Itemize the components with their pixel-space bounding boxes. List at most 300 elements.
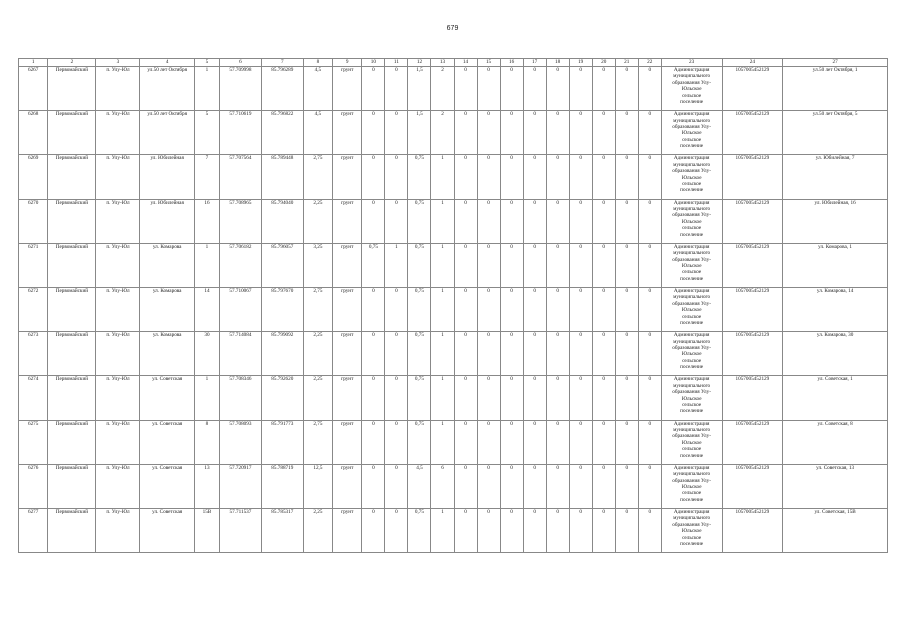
table-cell: 0 (454, 287, 477, 331)
table-cell: 0 (523, 332, 546, 376)
table-cell: 6271 (19, 243, 48, 287)
table-cell: 0 (569, 420, 592, 464)
table-cell: 0 (638, 464, 661, 508)
table-cell: 57.708346 (220, 376, 262, 420)
table-cell: Администрация муниципального образования Улу- Юльское сельское поселение (661, 508, 722, 552)
table-cell: 0 (615, 67, 638, 111)
table-cell: 0 (615, 420, 638, 464)
table-cell: 0 (638, 199, 661, 243)
table-cell: 0 (362, 376, 385, 420)
table-cell: 0 (500, 243, 523, 287)
table-cell: 0 (385, 67, 408, 111)
table-cell: 0 (500, 155, 523, 199)
table-body (19, 67, 888, 553)
table-cell: 85.796057 (261, 243, 303, 287)
table-cell: 0 (546, 111, 569, 155)
table-cell: 1057005452129 (722, 67, 783, 111)
table-cell: грунт (333, 67, 362, 111)
table-cell: 0 (362, 508, 385, 552)
table-cell: 0 (615, 199, 638, 243)
table-row (19, 464, 888, 508)
table-cell: Администрация муниципального образования Улу- Юльское сельское поселение (661, 420, 722, 464)
column-header: 18 (546, 59, 569, 67)
table-cell: п. Улу-Юл (96, 111, 140, 155)
table-row (19, 420, 888, 464)
table-row (19, 332, 888, 376)
table-cell: 0 (592, 111, 615, 155)
table-cell: грунт (333, 376, 362, 420)
table-cell: 0 (454, 67, 477, 111)
table-cell: Первомайский (48, 243, 96, 287)
table-cell: 4,5 (303, 67, 332, 111)
table-cell: 1 (431, 155, 454, 199)
table-cell: Первомайский (48, 199, 96, 243)
table-cell: п. Улу-Юл (96, 464, 140, 508)
table-cell: 0 (454, 155, 477, 199)
table-cell: 0 (546, 332, 569, 376)
table-cell: 0 (546, 508, 569, 552)
column-header: 20 (592, 59, 615, 67)
table-cell: 0 (638, 155, 661, 199)
table-cell: Первомайский (48, 420, 96, 464)
table-cell: 85.794040 (261, 199, 303, 243)
table-cell: 85.796822 (261, 111, 303, 155)
column-header: 12 (408, 59, 431, 67)
table-cell: ул.50 лет Октября, 1 (783, 67, 888, 111)
table-cell: 0,75 (408, 420, 431, 464)
table-cell: Администрация муниципального образования Улу- Юльское сельское поселение (661, 155, 722, 199)
table-cell: ул. Комарова, 1 (783, 243, 888, 287)
column-header: 27 (783, 59, 888, 67)
table-cell: Администрация муниципального образования Улу- Юльское сельское поселение (661, 199, 722, 243)
table-row (19, 155, 888, 199)
table-cell: 1057005452129 (722, 155, 783, 199)
table-cell: 0 (477, 199, 500, 243)
table-cell: грунт (333, 508, 362, 552)
table-cell: 0,75 (408, 199, 431, 243)
table-cell: 85.797670 (261, 287, 303, 331)
table-cell: 0 (592, 67, 615, 111)
table-cell: 0 (523, 287, 546, 331)
table-cell: 0 (523, 67, 546, 111)
table-cell: 57.707564 (220, 155, 262, 199)
table-cell: грунт (333, 199, 362, 243)
table-row (19, 199, 888, 243)
column-header: 22 (638, 59, 661, 67)
table-cell: 0 (569, 111, 592, 155)
table-cell: 0 (569, 287, 592, 331)
table-cell: 2,75 (303, 287, 332, 331)
table-cell: 6 (431, 464, 454, 508)
table-cell: 57.708965 (220, 199, 262, 243)
table-cell: 1057005452129 (722, 287, 783, 331)
table-cell: п. Улу-Юл (96, 199, 140, 243)
table-cell: ул.50 лет Октября, 5 (783, 111, 888, 155)
table-cell: 0 (362, 111, 385, 155)
table-cell: 6272 (19, 287, 48, 331)
table-cell: 1057005452129 (722, 464, 783, 508)
table-cell: 6276 (19, 464, 48, 508)
table-cell: 1 (194, 376, 219, 420)
table-cell: ул. Комарова (140, 332, 194, 376)
column-header: 19 (569, 59, 592, 67)
table-cell: 0,75 (408, 332, 431, 376)
table-cell: 2,25 (303, 332, 332, 376)
table-cell: 0 (592, 508, 615, 552)
table-cell: 0 (385, 111, 408, 155)
table-cell: Администрация муниципального образования Улу- Юльское сельское поселение (661, 332, 722, 376)
table-cell: 0 (523, 464, 546, 508)
table-cell: 57.708093 (220, 420, 262, 464)
table-cell: 0 (454, 243, 477, 287)
table-cell: 0 (638, 332, 661, 376)
table-cell: 13 (194, 464, 219, 508)
table-cell: 0 (592, 199, 615, 243)
table-cell: 1 (385, 243, 408, 287)
table-cell: 0 (592, 420, 615, 464)
table-cell: 0 (385, 420, 408, 464)
table-cell: 0 (546, 464, 569, 508)
table-cell: 0 (385, 332, 408, 376)
table-cell: 14 (194, 287, 219, 331)
table-cell: 0 (500, 508, 523, 552)
table-cell: 0 (569, 243, 592, 287)
table-row (19, 287, 888, 331)
table-cell: 1057005452129 (722, 420, 783, 464)
table-cell: грунт (333, 243, 362, 287)
table-cell: 0 (615, 287, 638, 331)
table-cell: 0 (615, 332, 638, 376)
table-cell: 0 (500, 67, 523, 111)
table-cell: Администрация муниципального образования Улу- Юльское сельское поселение (661, 243, 722, 287)
table-cell: п. Улу-Юл (96, 508, 140, 552)
table-cell: 0 (546, 287, 569, 331)
table-cell: 57.710067 (220, 287, 262, 331)
table-cell: 0 (569, 67, 592, 111)
column-header: 23 (661, 59, 722, 67)
table-cell: 0 (477, 67, 500, 111)
table-cell: 85.788719 (261, 464, 303, 508)
column-header: 8 (303, 59, 332, 67)
table-cell: 0 (569, 508, 592, 552)
table-cell: ул. Советская (140, 464, 194, 508)
table-cell: 0 (454, 420, 477, 464)
column-header: 11 (385, 59, 408, 67)
table-cell: 0 (546, 67, 569, 111)
table-cell: ул. Комарова (140, 243, 194, 287)
table-cell: ул. Юбилейная (140, 155, 194, 199)
table-cell: 0 (546, 199, 569, 243)
table-cell: 0 (500, 287, 523, 331)
table-cell: 0,75 (408, 155, 431, 199)
table-cell: 2,75 (303, 420, 332, 464)
table-cell: п. Улу-Юл (96, 420, 140, 464)
table-cell: 8 (194, 420, 219, 464)
table-cell: 4,5 (408, 464, 431, 508)
table-cell: 0 (385, 287, 408, 331)
table-cell: п. Улу-Юл (96, 243, 140, 287)
table-cell: 6274 (19, 376, 48, 420)
table-cell: Администрация муниципального образования Улу- Юльское сельское поселение (661, 376, 722, 420)
table-cell: 0 (477, 464, 500, 508)
table-cell: ул. Советская (140, 508, 194, 552)
table-cell: ул. Советская, 15В (783, 508, 888, 552)
table-cell: 3,25 (303, 243, 332, 287)
table-cell: 0 (546, 420, 569, 464)
table-row (19, 111, 888, 155)
table-cell: 0 (523, 376, 546, 420)
table-cell: 57.709998 (220, 67, 262, 111)
table-cell: 0 (569, 332, 592, 376)
table-cell: п. Улу-Юл (96, 287, 140, 331)
table-cell: ул. Советская, 13 (783, 464, 888, 508)
table-cell: п. Улу-Юл (96, 67, 140, 111)
table-cell: 0 (454, 199, 477, 243)
table-cell: 0 (638, 243, 661, 287)
table-cell: 6273 (19, 332, 48, 376)
table-cell: грунт (333, 464, 362, 508)
table-cell: 6277 (19, 508, 48, 552)
table-cell: 57.710619 (220, 111, 262, 155)
table-cell: грунт (333, 111, 362, 155)
column-header: 3 (96, 59, 140, 67)
table-cell: 2,25 (303, 199, 332, 243)
table-cell: 0 (362, 464, 385, 508)
column-header: 10 (362, 59, 385, 67)
table-cell: ул. Юбилейная (140, 199, 194, 243)
table-cell: ул. Советская (140, 376, 194, 420)
table-cell: 0 (592, 287, 615, 331)
table-cell: 0 (477, 376, 500, 420)
table-cell: 0,75 (408, 508, 431, 552)
table-cell: 6270 (19, 199, 48, 243)
table-cell: 1 (431, 287, 454, 331)
table-cell: Первомайский (48, 111, 96, 155)
table-cell: 0 (362, 287, 385, 331)
column-header: 24 (722, 59, 783, 67)
table-cell: ул. Юбилейная, 16 (783, 199, 888, 243)
table-cell: 0 (454, 464, 477, 508)
table-row (19, 376, 888, 420)
table-cell: 85.792620 (261, 376, 303, 420)
table-cell: 85.789448 (261, 155, 303, 199)
table-cell: 57.706182 (220, 243, 262, 287)
table-cell: Первомайский (48, 67, 96, 111)
table-cell: ул. Юбилейная, 7 (783, 155, 888, 199)
table-cell: 0,75 (362, 243, 385, 287)
table-cell: 0 (523, 199, 546, 243)
table-cell: 1 (194, 243, 219, 287)
table-cell: 0 (592, 243, 615, 287)
table-cell: 0 (592, 464, 615, 508)
table-cell: грунт (333, 287, 362, 331)
table-cell: Администрация муниципального образования Улу- Юльское сельское поселение (661, 464, 722, 508)
column-header: 4 (140, 59, 194, 67)
table-cell: 0 (385, 464, 408, 508)
table-cell: 0 (477, 332, 500, 376)
table-cell: 0 (615, 464, 638, 508)
table-cell: 0 (500, 376, 523, 420)
table-cell: 1057005452129 (722, 243, 783, 287)
header-row (19, 59, 888, 67)
table-cell: 0 (362, 332, 385, 376)
table-cell: ул. Советская, 8 (783, 420, 888, 464)
table-cell: 0 (615, 111, 638, 155)
table-cell: 1 (431, 420, 454, 464)
table-cell: 0 (523, 420, 546, 464)
column-header: 9 (333, 59, 362, 67)
table-row (19, 67, 888, 111)
table-cell: 6269 (19, 155, 48, 199)
table-cell: 0 (500, 111, 523, 155)
table-cell: 0 (454, 332, 477, 376)
table-cell: 1 (431, 243, 454, 287)
table-cell: 0 (454, 508, 477, 552)
table-cell: 0 (615, 155, 638, 199)
table-cell: 0 (362, 199, 385, 243)
table-cell: Первомайский (48, 155, 96, 199)
table-cell: 0 (569, 155, 592, 199)
table-cell: 1057005452129 (722, 199, 783, 243)
table-cell: 1057005452129 (722, 332, 783, 376)
table-cell: Первомайский (48, 508, 96, 552)
table-cell: 7 (194, 155, 219, 199)
page-number: 679 (446, 25, 459, 32)
table-cell: 0 (385, 199, 408, 243)
column-header: 15 (477, 59, 500, 67)
table-cell: 85.785317 (261, 508, 303, 552)
table-cell: ул. Советская (140, 420, 194, 464)
table-cell: 0 (638, 111, 661, 155)
table-cell: 57.711537 (220, 508, 262, 552)
table-cell: 0 (638, 67, 661, 111)
table-cell: 5 (194, 111, 219, 155)
table-cell: 0 (477, 243, 500, 287)
table-cell: 4,5 (303, 111, 332, 155)
registry-table (18, 58, 888, 553)
table-cell: ул. Комарова, 30 (783, 332, 888, 376)
table-cell: 0 (477, 287, 500, 331)
table-cell: 2 (431, 111, 454, 155)
table-cell: 57.714084 (220, 332, 262, 376)
table-cell: 0 (500, 464, 523, 508)
table-cell: 0 (615, 243, 638, 287)
table-cell: 0 (638, 420, 661, 464)
table-cell: 2,25 (303, 376, 332, 420)
table-cell: 1,5 (408, 67, 431, 111)
table-cell: 30 (194, 332, 219, 376)
table-cell: 6267 (19, 67, 48, 111)
table-cell: 1,5 (408, 111, 431, 155)
table-cell: 0 (500, 199, 523, 243)
table-cell: 12,5 (303, 464, 332, 508)
table-cell: 0,75 (408, 243, 431, 287)
column-header: 6 (220, 59, 262, 67)
table-cell: Администрация муниципального образования Улу- Юльское сельское поселение (661, 287, 722, 331)
table-cell: 0 (546, 376, 569, 420)
table-cell: 0 (454, 376, 477, 420)
table-cell: 1 (431, 508, 454, 552)
table-cell: 0 (385, 376, 408, 420)
table-cell: 85.799092 (261, 332, 303, 376)
table-cell: 6268 (19, 111, 48, 155)
column-header: 1 (19, 59, 48, 67)
table-cell: Первомайский (48, 376, 96, 420)
table-cell: 0 (385, 508, 408, 552)
table-cell: 0,75 (408, 376, 431, 420)
table-cell: 0 (523, 243, 546, 287)
table-cell: Первомайский (48, 464, 96, 508)
table-cell: 15В (194, 508, 219, 552)
column-header: 13 (431, 59, 454, 67)
table-cell: 0 (477, 111, 500, 155)
table-cell: 1057005452129 (722, 111, 783, 155)
table-row (19, 508, 888, 552)
table-cell: 85.791773 (261, 420, 303, 464)
table-cell: 16 (194, 199, 219, 243)
table-cell: 0 (615, 376, 638, 420)
table-cell: ул.50 лет Октября (140, 67, 194, 111)
table-cell: 2,25 (303, 508, 332, 552)
table-cell: 1 (194, 67, 219, 111)
table-cell: 1 (431, 332, 454, 376)
table-cell: п. Улу-Юл (96, 332, 140, 376)
table-cell: 0 (500, 420, 523, 464)
table-cell: Администрация муниципального образования Улу- Юльское сельское поселение (661, 111, 722, 155)
table-header (19, 59, 888, 67)
table-cell: 0 (592, 332, 615, 376)
table-cell: 0 (477, 508, 500, 552)
table-cell: 0 (362, 420, 385, 464)
table-row (19, 243, 888, 287)
table-cell: 0 (385, 155, 408, 199)
table-cell: 1 (431, 199, 454, 243)
table-cell: ул. Советская, 1 (783, 376, 888, 420)
table-cell: 0 (362, 67, 385, 111)
table-cell: грунт (333, 332, 362, 376)
table-cell: 0 (500, 332, 523, 376)
table-cell: ул. Комарова, 14 (783, 287, 888, 331)
table-cell: 0 (638, 287, 661, 331)
column-header: 17 (523, 59, 546, 67)
table-cell: Первомайский (48, 287, 96, 331)
table-cell: грунт (333, 420, 362, 464)
table-cell: 1057005452129 (722, 376, 783, 420)
table-cell: 0 (523, 155, 546, 199)
table-cell: 0 (523, 508, 546, 552)
table-cell: Первомайский (48, 332, 96, 376)
table-cell: 0 (592, 376, 615, 420)
table-cell: 0 (638, 508, 661, 552)
column-header: 5 (194, 59, 219, 67)
table-cell: грунт (333, 155, 362, 199)
table-cell: 6275 (19, 420, 48, 464)
table-cell: 0 (569, 376, 592, 420)
table-cell: Администрация муниципального образования Улу- Юльское сельское поселение (661, 67, 722, 111)
table-cell: 0 (523, 111, 546, 155)
table-cell: 0 (546, 243, 569, 287)
table-cell: 1 (431, 376, 454, 420)
table-cell: 0,75 (408, 287, 431, 331)
table-cell: п. Улу-Юл (96, 155, 140, 199)
table-cell: 2,75 (303, 155, 332, 199)
table-cell: 0 (477, 420, 500, 464)
table-cell: 1057005452129 (722, 508, 783, 552)
table-cell: п. Улу-Юл (96, 376, 140, 420)
column-header: 2 (48, 59, 96, 67)
table-cell: 2 (431, 67, 454, 111)
table-cell: 0 (546, 155, 569, 199)
